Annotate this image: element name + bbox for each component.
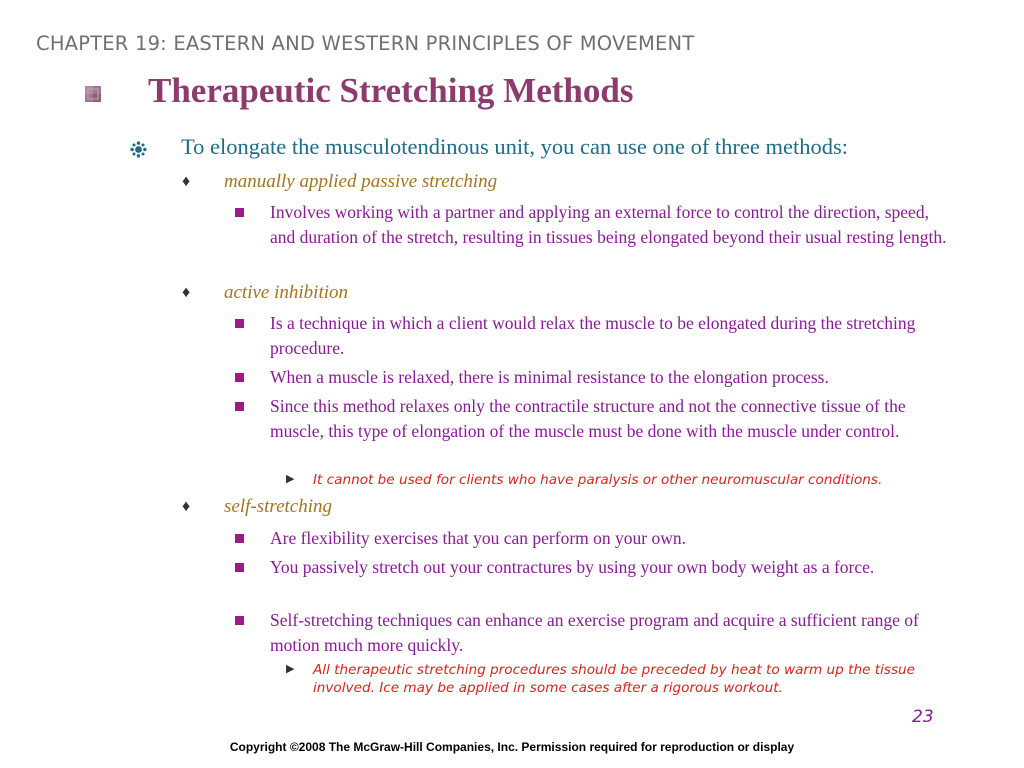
square-bullet-icon xyxy=(235,616,244,625)
square-bullet-icon xyxy=(85,86,101,102)
intro-text: To elongate the musculotendinous unit, you can use one of three methods: xyxy=(181,134,849,159)
method-name: active inhibition xyxy=(224,282,349,303)
method-note: All therapeutic stretching procedures should be preceded by heat to warm up the tissue involved. Ice may be applied in some cases after a rigorous workout. xyxy=(313,662,916,696)
method-point: Self-stretching techniques can enhance an exercise program and acquire a sufficient range of motion much more quickly. xyxy=(270,610,919,655)
method-point: Involves working with a partner and applying an external force to control the direction, speed, and duration of the stretch, resulting in tissues being elongated beyond their usual resting length. xyxy=(270,202,947,247)
method-point: You passively stretch out your contractures by using your own body weight as a force. xyxy=(270,557,875,577)
page-number: 23 xyxy=(912,707,934,727)
slide-title: Therapeutic Stretching Methods xyxy=(148,71,634,110)
square-bullet-icon xyxy=(235,208,244,217)
square-bullet-icon xyxy=(235,563,244,572)
diamond-bullet-icon: ♦ xyxy=(182,173,191,190)
burst-bullet-icon xyxy=(130,141,147,158)
method-point: Is a technique in which a client would relax the muscle to be elongated during the stretching procedure. xyxy=(270,313,916,358)
square-bullet-icon xyxy=(235,534,244,543)
square-bullet-icon xyxy=(235,373,244,382)
method-point: Are flexibility exercises that you can perform on your own. xyxy=(270,528,686,548)
diamond-bullet-icon: ♦ xyxy=(182,498,191,515)
square-bullet-icon xyxy=(235,319,244,328)
copyright-notice: Copyright ©2008 The McGraw-Hill Companies, Inc. Permission required for reproduction or display xyxy=(229,740,795,754)
diamond-bullet-icon: ♦ xyxy=(182,284,191,301)
arrow-bullet-icon: ▶ xyxy=(286,473,295,485)
method-name: self-stretching xyxy=(224,496,332,517)
method-note: It cannot be used for clients who have paralysis or other neuromuscular conditions. xyxy=(313,472,883,488)
square-bullet-icon xyxy=(235,402,244,411)
chapter-heading: CHAPTER 19: EASTERN AND WESTERN PRINCIPLES OF MOVEMENT xyxy=(36,32,695,55)
arrow-bullet-icon: ▶ xyxy=(286,663,295,675)
method-point: Since this method relaxes only the contractile structure and not the connective tissue of the muscle, this type of elongation of the muscle must be done with the muscle under control. xyxy=(270,396,906,441)
method-point: When a muscle is relaxed, there is minimal resistance to the elongation process. xyxy=(270,367,829,387)
method-name: manually applied passive stretching xyxy=(224,171,498,192)
